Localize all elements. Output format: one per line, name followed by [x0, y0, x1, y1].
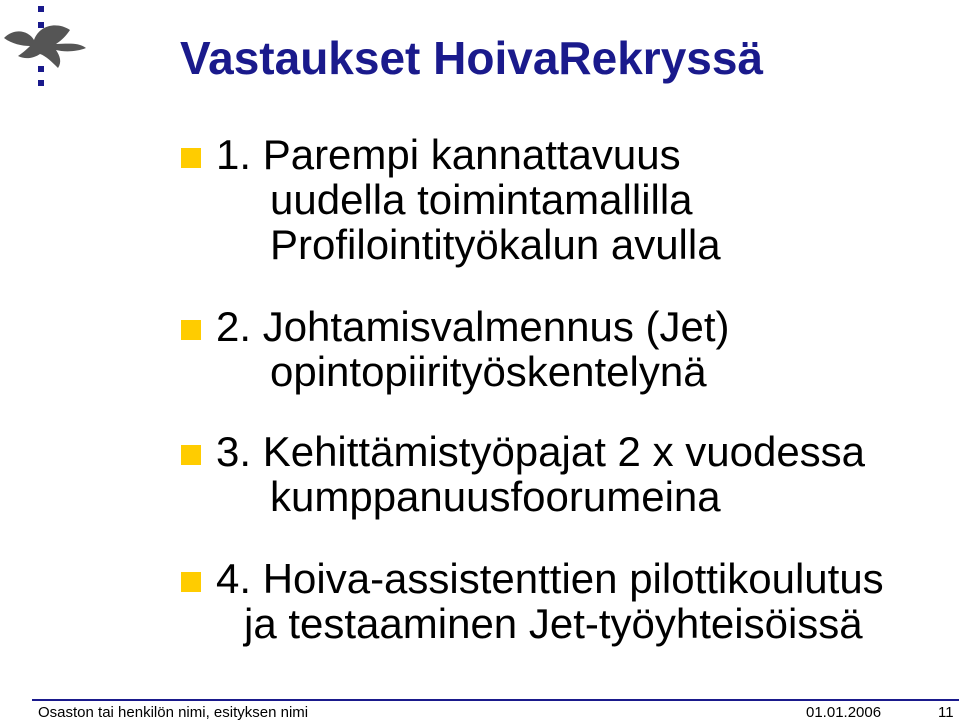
footer-divider — [32, 699, 959, 701]
bullet-3-line-1: 3. Kehittämistyöpajat 2 x vuodessa — [216, 428, 866, 475]
slide-title: Vastaukset HoivaRekryssä — [180, 32, 764, 84]
bullet-4-line-1: 4. Hoiva-assistenttien pilottikoulutus — [216, 555, 884, 602]
bullet-3-line-2: kumppanuusfoorumeina — [270, 473, 721, 520]
footer-page-number: 11 — [938, 704, 954, 721]
footer-date: 01.01.2006 — [806, 704, 882, 721]
bullet-1-line-1: 1. Parempi kannattavuus — [216, 131, 681, 178]
square-bullet-icon — [181, 572, 201, 592]
square-bullet-icon — [181, 148, 201, 168]
university-logo-icon — [0, 0, 96, 96]
bullet-4-line-2: ja testaaminen Jet-työyhteisöissä — [244, 600, 863, 647]
bullet-2-line-2: opintopiirityöskentelynä — [270, 348, 707, 395]
square-bullet-icon — [181, 320, 201, 340]
square-bullet-icon — [181, 445, 201, 465]
bullet-1-line-3: Profilointityökalun avulla — [270, 221, 721, 268]
bullet-2-line-1: 2. Johtamisvalmennus (Jet) — [216, 303, 730, 350]
bullet-1-line-2: uudella toimintamallilla — [270, 176, 693, 223]
footer-presentation-name: Osaston tai henkilön nimi, esityksen nimi — [38, 704, 309, 721]
